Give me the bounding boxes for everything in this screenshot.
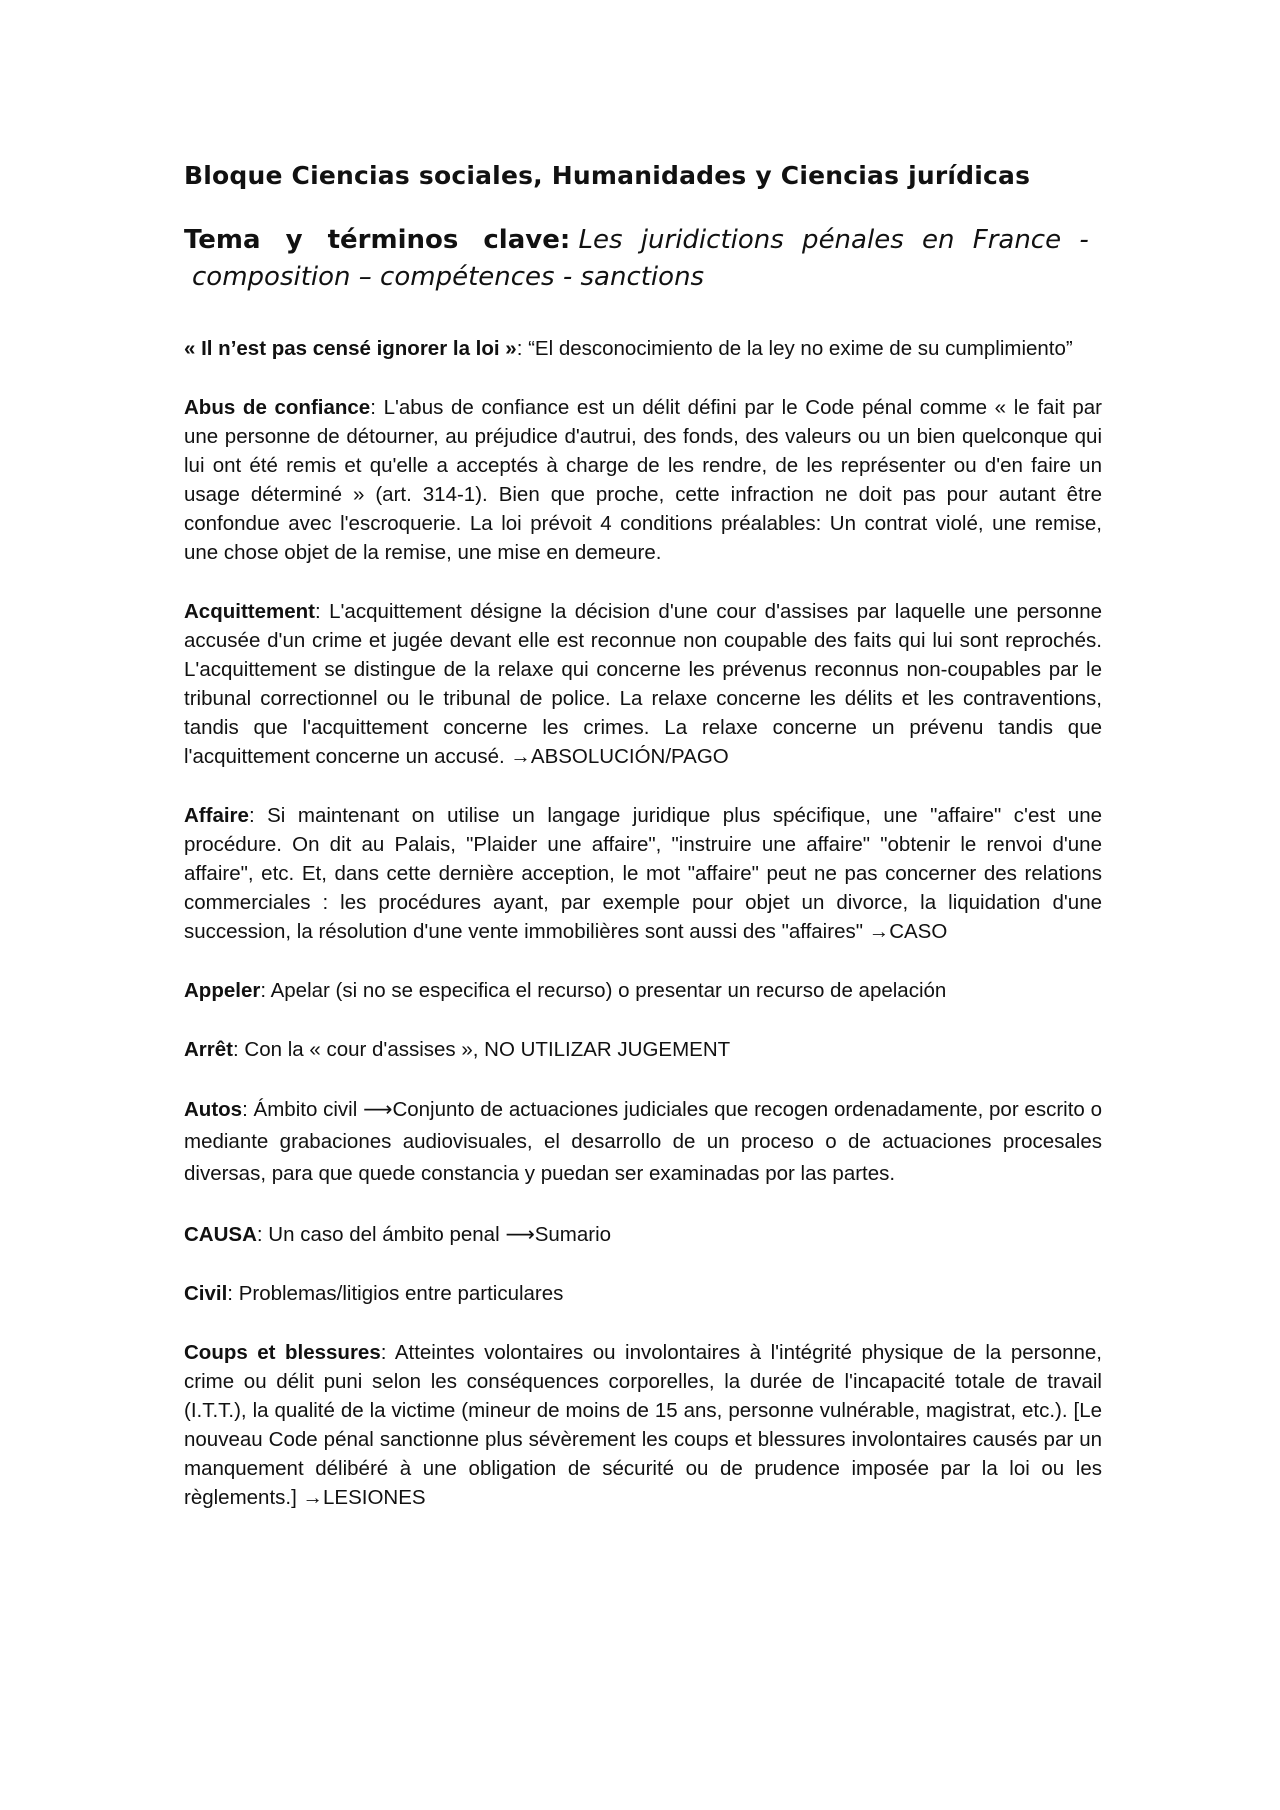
glossary-definition: : Problemas/litigios entre particulares	[227, 1282, 564, 1305]
topic-heading	[184, 222, 1102, 296]
glossary-term: CAUSA	[184, 1223, 257, 1246]
glossary-entry	[184, 393, 1102, 567]
glossary-definition: : L'abus de confiance est un délit défini par le Code pénal comme « le fait par une personne de détourner, au préjudice d'autrui, des fonds, des valeurs ou un bien quelconque qui lui ont été remis et qu'elle a acceptés à charge de les rendre, de les représenter ou d'en faire un usage déterminé » (art. 314-1). Bien que proche, cette infraction ne doit pas pour autant être confondue avec l'escroquerie. La loi prévoit 4 conditions préalables: Un contrat violé, une remise, une chose objet de la remise, une mise en demeure.	[184, 396, 1103, 564]
glossary-term: Coups et blessures	[184, 1341, 381, 1364]
glossary-term: Abus de confiance	[184, 396, 371, 419]
glossary-entry	[184, 1035, 1102, 1064]
glossary-definition: : Ámbito civil ⟶Conjunto de actuaciones judiciales que recogen ordenadamente, por escrito o mediante grabaciones audiovisuales, el desarrollo de un proceso o de actuaciones procesales diversas, para que quede constancia y puedan ser examinadas por las partes.	[184, 1098, 1102, 1185]
glossary-definition: : Un caso del ámbito penal ⟶Sumario	[256, 1223, 612, 1246]
page-title: Bloque Ciencias sociales, Humanidades y Ciencias jurídicas	[184, 161, 1031, 190]
glossary-entry	[184, 1338, 1102, 1512]
topic-text-line2: composition – compétences - sanctions	[192, 262, 705, 292]
glossary-definition: : “El desconocimiento de la ley no exime de su cumplimiento”	[516, 337, 1073, 360]
glossary-entry	[184, 1279, 1102, 1308]
glossary-definition: : Si maintenant on utilise un langage juridique plus spécifique, une "affaire" c'est une procédure. On dit au Palais, "Plaider une affaire", "instruire une affaire" "obtenir le renvoi d'une affaire", etc. Et, dans cette dernière acception, le mot "affaire" peut ne pas concerner des relations commerciales : les procédures ayant, par exemple pour objet un divorce, la liquidation d'une succession, la résolution d'une vente immobilières sont aussi des "affaires" →CASO	[184, 804, 1102, 943]
glossary-entry	[184, 1220, 1102, 1249]
glossary-definition: : Atteintes volontaires ou involontaires à l'intégrité physique de la personne, crime ou délit puni selon les conséquences corporelles, la durée de l'incapacité totale de travail (I.T.T.), la qualité de la victime (mineur de moins de 15 ans, personne vulnérable, magistrat, etc.). [Le nouveau Code pénal sanctionne plus sévèrement les coups et blessures involontaires causés par un manquement délibéré à une obligation de sécurité ou de prudence imposée par la loi ou les règlements.] →LESIONES	[184, 1341, 1102, 1509]
document-page	[184, 160, 1102, 1542]
glossary-entry	[184, 1094, 1102, 1190]
glossary-entry	[184, 976, 1102, 1005]
glossary-definition: : Con la « cour d'assises », NO UTILIZAR JUGEMENT	[233, 1038, 731, 1061]
glossary-definition: : Apelar (si no se especifica el recurso) o presentar un recurso de apelación	[260, 979, 947, 1002]
glossary-term: Arrêt	[184, 1038, 233, 1061]
glossary-entry	[184, 597, 1102, 771]
glossary-term: Affaire	[184, 804, 249, 827]
topic-text-line1: Les juridictions pénales en France -	[578, 225, 1089, 255]
glossary-entry	[184, 334, 1102, 363]
glossary-term: Acquittement	[184, 600, 315, 623]
topic-label: Tema y términos clave:	[184, 225, 571, 255]
glossary-entry	[184, 801, 1102, 946]
glossary-term: Appeler	[184, 979, 261, 1002]
glossary-definition: : L'acquittement désigne la décision d'une cour d'assises par laquelle une personne accusée d'un crime et jugée devant elle est reconnue non coupable des faits qui lui sont reprochés. L'acquittement se distingue de la relaxe qui concerne les prévenus reconnus non-coupables par le tribunal correctionnel ou le tribunal de police. La relaxe concerne les délits et les contraventions, tandis que l'acquittement concerne les crimes. La relaxe concerne un prévenu tandis que l'acquittement concerne un accusé. →ABSOLUCIÓN/PAGO	[184, 600, 1102, 768]
glossary-term: Civil	[184, 1282, 228, 1305]
glossary-term: Autos	[184, 1098, 243, 1121]
glossary-term: « Il n’est pas censé ignorer la loi »	[184, 337, 517, 360]
